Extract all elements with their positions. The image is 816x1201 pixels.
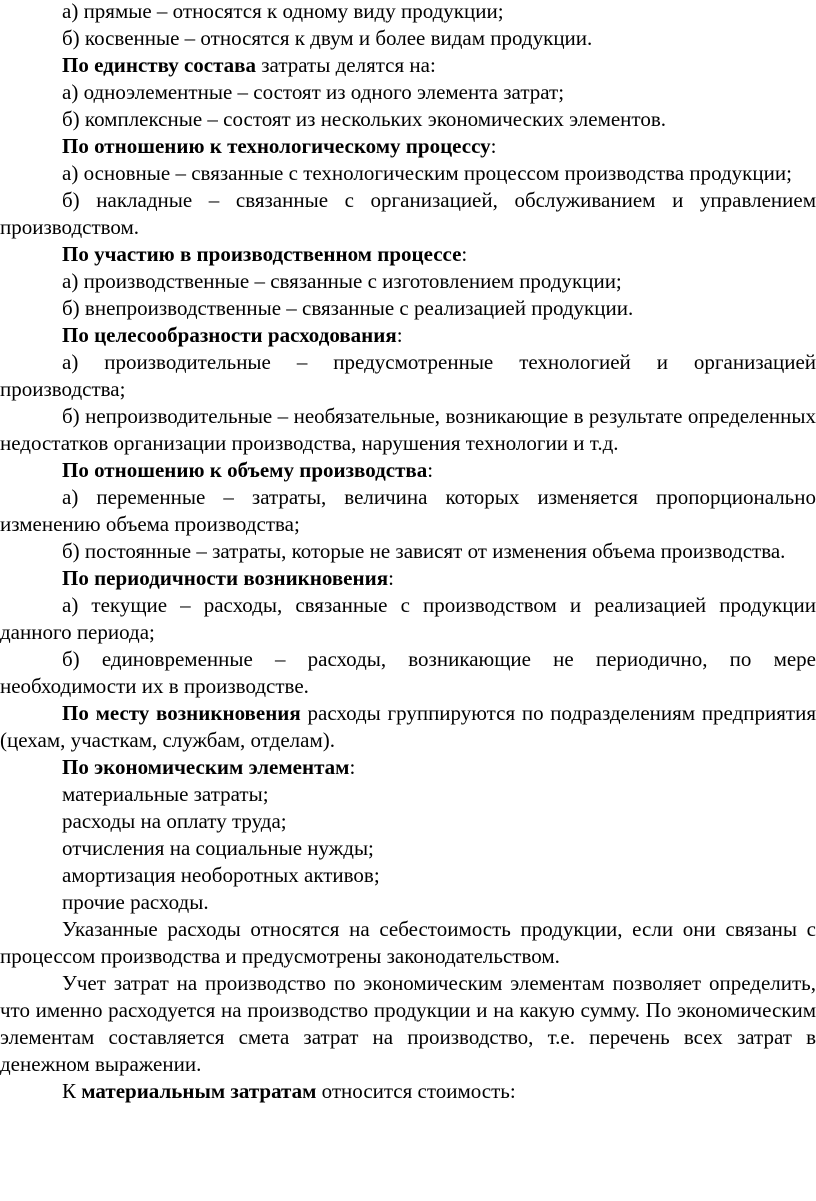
paragraph [0, 160, 816, 187]
paragraph-text: а) текущие – расходы, связанные с производством и реализацией продукции данного периода; [0, 593, 816, 644]
paragraph [0, 538, 816, 565]
paragraph [0, 835, 816, 862]
paragraph [0, 52, 816, 79]
paragraph-text: б) косвенные – относятся к двум и более видам продукции. [62, 26, 593, 50]
bold-heading-text: По единству состава [62, 53, 257, 77]
paragraph [0, 457, 816, 484]
paragraph-text: Учет затрат на производство по экономическим элементам позволяет определить, что именно расходуется на производство продукции и на какую сумму. По экономическим элементам составляется смета затрат на производство, т.е. перечень всех затрат в денежном выражении. [0, 971, 816, 1076]
paragraph-text: : [427, 458, 434, 482]
paragraph [0, 403, 816, 457]
paragraph-text: а) одноэлементные – состоят из одного элемента затрат; [62, 80, 565, 104]
paragraph [0, 79, 816, 106]
paragraph [0, 916, 816, 970]
paragraph [0, 349, 816, 403]
paragraph [0, 754, 816, 781]
paragraph-text: б) постоянные – затраты, которые не зависят от изменения объема производства. [62, 539, 786, 563]
paragraph-text: а) основные – связанные с технологическим процессом производства продукции; [62, 161, 792, 185]
bold-heading-text: По периодичности возникновения [62, 566, 389, 590]
paragraph-text: относится стоимость: [316, 1079, 516, 1103]
paragraph-text: амортизация необоротных активов; [62, 863, 380, 887]
paragraph [0, 484, 816, 538]
paragraph-text: а) переменные – затраты, величина которых изменяется пропорционально изменению объема производства; [0, 485, 816, 536]
paragraph-text: расходы группируются по подразделениям предприятия (цехам, участкам, службам, отделам). [0, 701, 816, 752]
paragraph [0, 700, 816, 754]
bold-heading-text: По отношению к объему производства [62, 458, 428, 482]
paragraph [0, 862, 816, 889]
paragraph-text: К [62, 1079, 82, 1103]
paragraph-text: материальные затраты; [62, 782, 269, 806]
bold-heading-text: По отношению к технологическому процессу [62, 134, 491, 158]
paragraph-text: б) непроизводительные – необязательные, возникающие в результате определенных недостатков организации производства, нарушения технологии и т.д. [0, 404, 816, 455]
paragraph-text: Указанные расходы относятся на себестоимость продукции, если они связаны с процессом производства и предусмотрены законодательством. [0, 917, 816, 968]
paragraph-text: б) единовременные – расходы, возникающие не периодично, по мере необходимости их в производстве. [0, 647, 816, 698]
paragraph [0, 295, 816, 322]
paragraph-text: б) комплексные – состоят из нескольких экономических элементов. [62, 107, 666, 131]
paragraph [0, 1078, 816, 1105]
paragraph-text: а) производительные – предусмотренные технологией и организацией производства; [0, 350, 816, 401]
paragraph-text: расходы на оплату труда; [62, 809, 287, 833]
paragraph-text: : [349, 755, 356, 779]
bold-heading-text: По участию в производственном процессе [62, 242, 462, 266]
paragraph-text: : [396, 323, 403, 347]
paragraph-text: а) прямые – относятся к одному виду продукции; [62, 0, 504, 23]
bold-heading-text: По экономическим элементам [62, 755, 350, 779]
paragraph [0, 889, 816, 916]
paragraph [0, 808, 816, 835]
paragraph-text: отчисления на социальные нужды; [62, 836, 374, 860]
paragraph-text: затраты делятся на: [256, 53, 436, 77]
paragraph-text: б) накладные – связанные с организацией, обслуживанием и управлением производством. [0, 188, 816, 239]
paragraph [0, 322, 816, 349]
paragraph [0, 0, 816, 25]
paragraph [0, 781, 816, 808]
paragraph-text: : [388, 566, 394, 590]
bold-heading-text: материальным затратам [81, 1079, 317, 1103]
paragraph-text: прочие расходы. [62, 890, 209, 914]
bold-heading-text: По целесообразности расходования [62, 323, 397, 347]
paragraph [0, 592, 816, 646]
paragraph-text: : [461, 242, 468, 266]
paragraph [0, 106, 816, 133]
bold-heading-text: По месту возникновения [62, 701, 301, 725]
paragraph [0, 133, 816, 160]
paragraph [0, 25, 816, 52]
paragraph [0, 565, 816, 592]
paragraph-text: : [490, 134, 497, 158]
paragraph-text: б) внепроизводственные – связанные с реализацией продукции. [62, 296, 634, 320]
paragraph [0, 268, 816, 295]
paragraph [0, 970, 816, 1078]
paragraph [0, 646, 816, 700]
paragraph [0, 187, 816, 241]
paragraph-text: а) производственные – связанные с изготовлением продукции; [62, 269, 622, 293]
paragraph [0, 241, 816, 268]
